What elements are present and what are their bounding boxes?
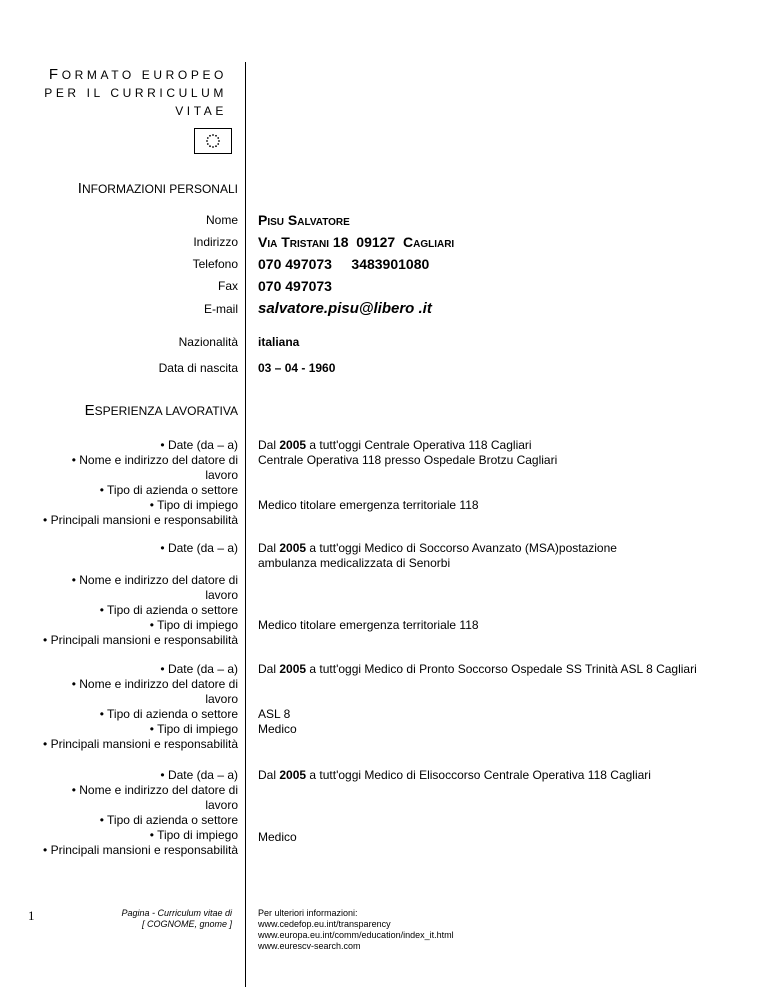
entry-1-employer: Centrale Operativa 118 presso Ospedale Brotzu Cagliari	[258, 453, 558, 467]
entry-4-date: Dal 2005 a tutt'oggi Medico di Elisoccorso Centrale Operativa 118 Cagliari	[258, 768, 651, 782]
label-date: • Date (da – a)	[160, 662, 238, 676]
label-date: • Date (da – a)	[160, 768, 238, 782]
label-indirizzo: Indirizzo	[193, 235, 238, 249]
entry-1-date: Dal 2005 a tutt'oggi Centrale Operativa 118 Cagliari	[258, 438, 532, 452]
section-title-personal: INFORMAZIONI PERSONALI	[77, 180, 238, 197]
label-data-nascita: Data di nascita	[158, 361, 238, 375]
column-divider	[245, 62, 246, 987]
value-email[interactable]: salvatore.pisu@libero .it	[258, 300, 432, 317]
label-telefono: Telefono	[192, 257, 238, 271]
value-telefono: 070 497073 3483901080	[258, 256, 430, 272]
label-sector: • Tipo di azienda o settore	[99, 707, 238, 721]
cv-title-line1: FORMATO EUROPEO	[48, 66, 227, 83]
label-duties: • Principali mansioni e responsabilità	[43, 737, 238, 751]
label-sector: • Tipo di azienda o settore	[99, 603, 238, 617]
label-type: • Tipo di impiego	[149, 498, 238, 512]
footer-right	[258, 908, 454, 952]
label-type: • Tipo di impiego	[149, 618, 238, 632]
value-nazionalita: italiana	[258, 335, 300, 349]
footer-link[interactable]: www.europa.eu.int/comm/education/index_it.html	[258, 930, 454, 940]
entry-4-type: Medico	[258, 830, 297, 844]
page-number: 1	[28, 908, 35, 923]
section-title-experience: ESPERIENZA LAVORATIVA	[84, 402, 238, 419]
value-fax: 070 497073	[258, 278, 332, 294]
entry-3-type: Medico	[258, 722, 297, 736]
value-indirizzo: Via Tristani 18 09127 Cagliari	[258, 234, 455, 250]
entry-3-sector: ASL 8	[258, 707, 291, 721]
value-nome: Pisu Salvatore	[258, 212, 350, 228]
value-data-nascita: 03 – 04 - 1960	[258, 361, 336, 375]
label-duties: • Principali mansioni e responsabilità	[43, 843, 238, 857]
label-date: • Date (da – a)	[160, 438, 238, 452]
eu-flag-icon	[194, 128, 232, 154]
label-sector: • Tipo di azienda o settore	[99, 813, 238, 827]
entry-1-type: Medico titolare emergenza territoriale 118	[258, 498, 479, 512]
footer-link[interactable]: www.cedefop.eu.int/transparency	[258, 919, 391, 929]
label-employer: • Nome e indirizzo del datore di lavoro	[71, 783, 238, 812]
label-nome: Nome	[205, 213, 238, 227]
label-duties: • Principali mansioni e responsabilità	[43, 513, 238, 527]
label-employer: • Nome e indirizzo del datore di lavoro	[71, 453, 238, 482]
label-employer: • Nome e indirizzo del datore di lavoro	[71, 677, 238, 706]
label-nazionalita: Nazionalità	[178, 335, 238, 349]
entry-2-type: Medico titolare emergenza territoriale 118	[258, 618, 479, 632]
entry-2-date: Dal 2005 a tutt'oggi Medico di Soccorso Avanzato (MSA)postazione ambulanza medicalizzata di Senorbi	[258, 541, 617, 570]
cv-title-line1-text: ORMATO EUROPEO	[61, 68, 227, 82]
label-employer: • Nome e indirizzo del datore di lavoro	[71, 573, 238, 602]
footer-left-line2: [ COGNOME, gnome ]	[141, 919, 232, 929]
label-type: • Tipo di impiego	[149, 722, 238, 736]
label-date: • Date (da – a)	[160, 541, 238, 555]
label-fax: Fax	[217, 279, 238, 293]
footer-left	[121, 908, 232, 930]
footer-left-line1: Pagina - Curriculum vitae di	[121, 908, 232, 918]
footer-link[interactable]: www.eurescv-search.com	[258, 941, 361, 951]
label-email: E-mail	[203, 302, 238, 316]
cv-title-line2: PER IL CURRICULUM	[44, 86, 227, 100]
entry-3-date: Dal 2005 a tutt'oggi Medico di Pronto Soccorso Ospedale SS Trinità ASL 8 Cagliari	[258, 662, 697, 676]
label-duties: • Principali mansioni e responsabilità	[43, 633, 238, 647]
cv-title-line3: VITAE	[175, 104, 227, 118]
label-type: • Tipo di impiego	[149, 828, 238, 842]
label-sector: • Tipo di azienda o settore	[99, 483, 238, 497]
footer-info-label: Per ulteriori informazioni:	[258, 908, 358, 918]
